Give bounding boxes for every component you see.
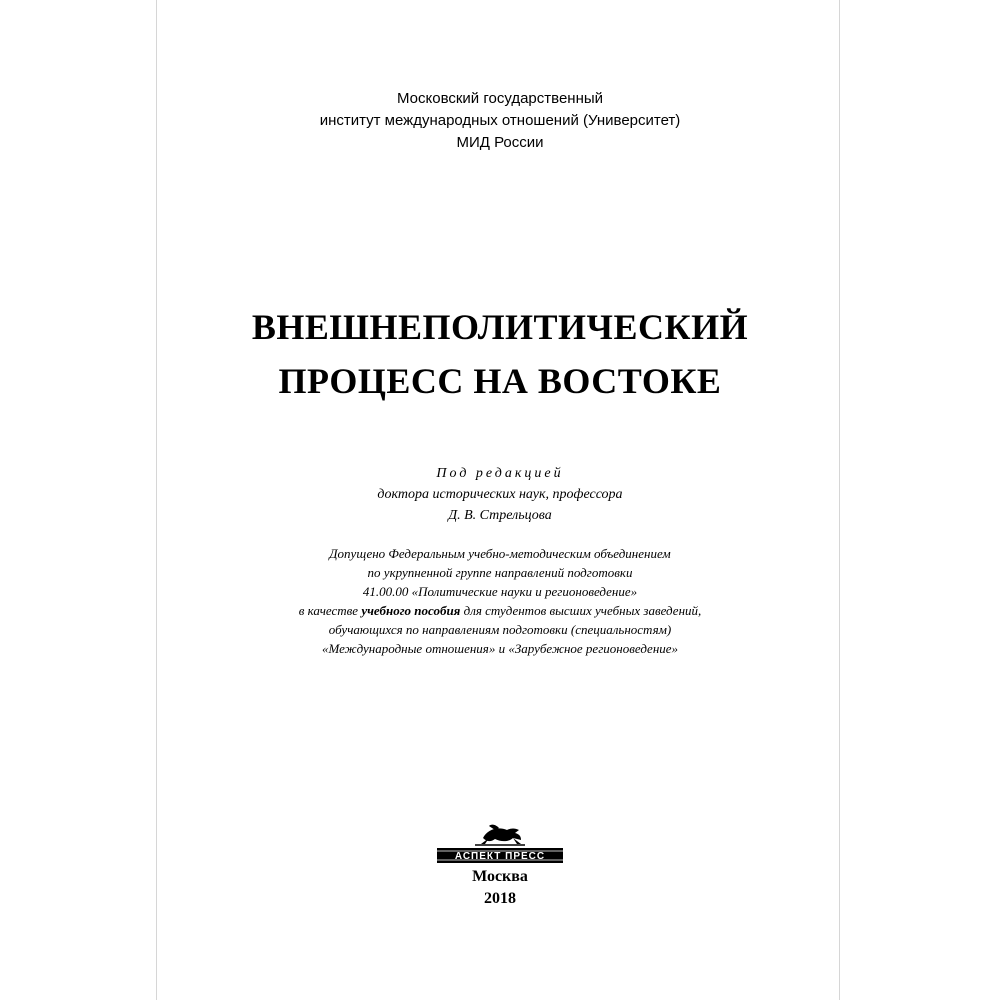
title-line: ПРОЦЕСС НА ВОСТОКЕ bbox=[278, 361, 722, 401]
approval-line: по укрупненной группе направлений подготовки bbox=[367, 565, 633, 580]
approval-line bbox=[0, 601, 1000, 620]
logo-text: АСПЕКТ ПРЕСС bbox=[454, 851, 546, 862]
editor-credentials: доктора исторических наук, профессора bbox=[377, 487, 623, 502]
approval-emphasis: учебного пособия bbox=[361, 603, 461, 618]
approval-text: для студентов высших учебных заведений, bbox=[460, 603, 702, 618]
approval-line: «Международные отношения» и «Зарубежное регионоведение» bbox=[321, 641, 679, 656]
editor-label: Под редакцией bbox=[436, 466, 564, 481]
publisher-city: Москва bbox=[472, 868, 528, 885]
approval-block bbox=[0, 544, 1000, 658]
institution-block bbox=[0, 88, 1000, 154]
book-title bbox=[0, 300, 1000, 408]
horse-icon bbox=[475, 825, 525, 845]
editor-name: Д. В. Стрельцова bbox=[448, 508, 552, 523]
approval-text: в качестве bbox=[298, 603, 362, 618]
publisher-block bbox=[0, 818, 1000, 910]
title-line: ВНЕШНЕПОЛИТИЧЕСКИЙ bbox=[251, 307, 749, 347]
approval-line: Допущено Федеральным учебно-методическим объединением bbox=[329, 546, 671, 561]
approval-line: обучающихся по направлениям подготовки (специальностям) bbox=[328, 622, 672, 637]
institution-line: Московский государственный bbox=[396, 90, 604, 107]
institution-line: институт международных отношений (Университет) bbox=[319, 112, 681, 129]
approval-line: 41.00.00 «Политические науки и регионоведение» bbox=[362, 584, 638, 599]
editor-block bbox=[0, 463, 1000, 526]
institution-line: МИД России bbox=[456, 134, 544, 151]
publication-year: 2018 bbox=[484, 890, 516, 907]
aspect-press-logo bbox=[435, 818, 565, 866]
